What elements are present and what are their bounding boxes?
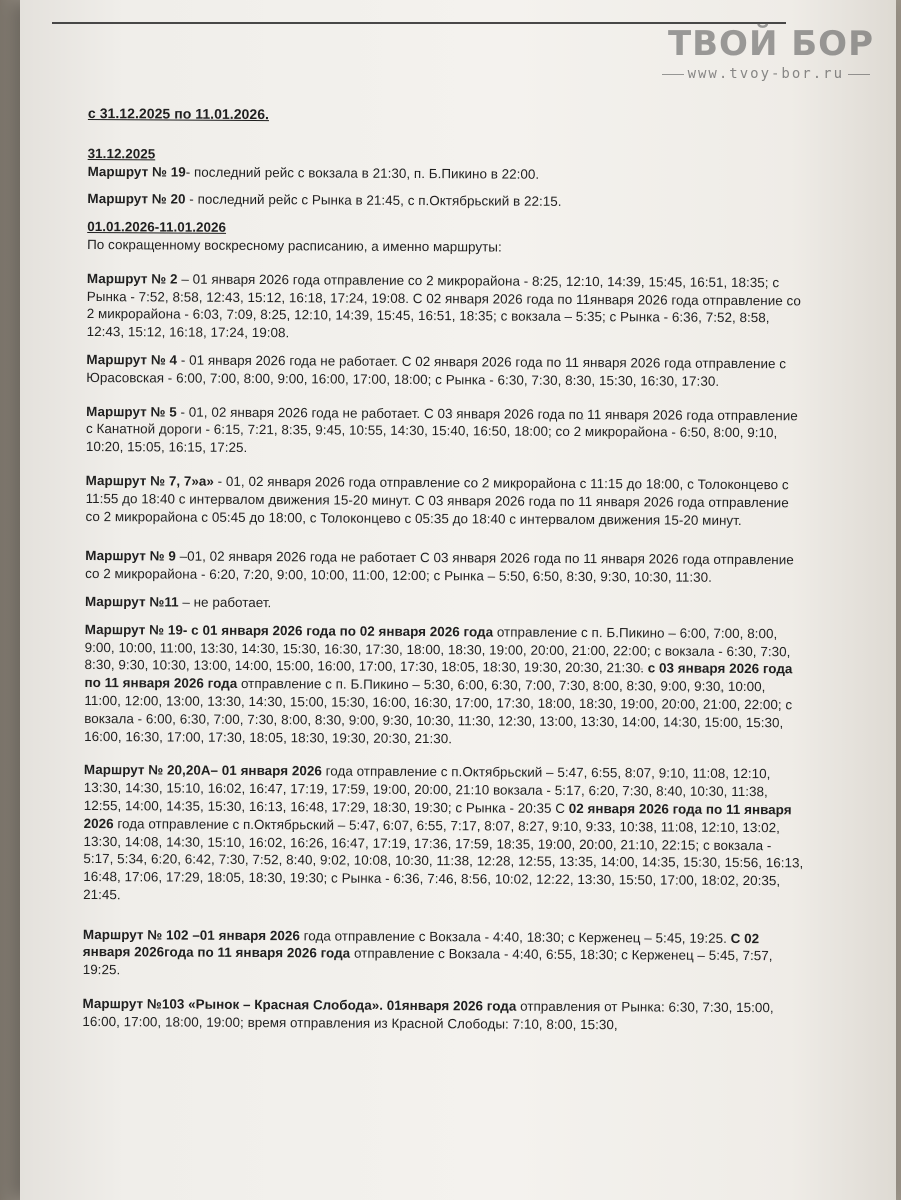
route-period: –01 января 2026 — [188, 927, 300, 943]
route-label: Маршрут № 19 — [87, 163, 186, 180]
route-text: - последний рейс с вокзала в 21:30, п. Б.Пикино в 22:00. — [185, 164, 540, 182]
document-heading: с 31.12.2025 по 11.01.2026. — [87, 105, 270, 123]
route-text: отправление с Вокзала - 4:40, 6:55, 18:30; с Керженец – 5:45, 7:57, 19:25. — [82, 946, 773, 978]
route-9-schedule — [85, 547, 805, 587]
route-period: 01января 2026 года — [382, 997, 517, 1014]
section-intro: По сокращенному воскресному расписанию, а именно маршруты: — [87, 236, 502, 255]
route-period: – 01 января 2026 — [210, 763, 322, 779]
watermark-title: ТВОЙ БОР — [667, 24, 874, 64]
route-label: Маршрут №11 — [84, 593, 179, 610]
route-label: Маршрут № 20 — [87, 191, 186, 207]
route-text: - 01, 02 января 2026 года отправление со 2 микрорайона с 11:15 до 18:00, с Толоконцево с 11:55 до 18:40 с интервалом движения 15-20 минут. С 03 января 2026 года по 11 января 2026 года отправление со 2 микрорайона с 05:45 до 18:00, с Толоконцево с 05:35 до 18:40 с интервалом движения 15-20 минут. — [85, 473, 789, 528]
route-5-schedule — [86, 403, 806, 461]
route-label: Маршрут № 7, 7»а» — [85, 472, 214, 489]
document-text — [82, 105, 808, 1035]
route-period: С 02 января 2026года по 11 января 2026 года — [82, 930, 760, 962]
route-label: Маршрут № 102 — [82, 926, 189, 943]
route-text: года отправление с Вокзала - 4:40, 18:30; с Керженец – 5:45, 19:25. — [299, 927, 727, 946]
route-text: отправления от Рынка: 6:30, 7:30, 15:00, 16:00, 17:00, 18:00, 19:00; время отправления из Красной Слободы: 7:10, 8:00, 15:30, — [82, 998, 774, 1033]
watermark — [658, 24, 874, 82]
route-2-schedule — [87, 270, 807, 346]
route-text: –01, 02 января 2026 года не работает С 03 января 2026 года по 11 января 2026 года отправление со 2 микрорайона - 6:20, 7:20, 9:00, 10:00, 11:00, 12:00; с Рынка – 5:50, 6:50, 8:30, 9:30, 10:30, 11:30. — [85, 548, 794, 585]
route-4-schedule — [86, 351, 806, 391]
route-text: - 01 января 2026 года не работает. С 02 января 2026 года по 11 января 2026 года отправление с Юрасовская - 6:00, 7:00, 8:00, 9:00, 16:00, 17:00, 18:00; с Рынка - 6:30, 7:30, 8:30, 15:30, 16:30, 17:30. — [86, 352, 787, 389]
print-speck — [450, 412, 453, 414]
print-speck — [640, 668, 643, 670]
route-text: - 01, 02 января 2026 года не работает. С 03 января 2026 года по 11 января 2026 года отправление с Канатной дороги - 6:15, 7:21, 8:35, 9:45, 10:55, 14:30, 15:40, 16:50, 18:00; со 2 микрорайона - 6:50, 8:00, 9:10, 10:20, 15:05, 16:15, 17:25. — [85, 404, 798, 456]
route-period: - с 01 января 2026 года по 02 января 2026 года — [182, 622, 494, 640]
route-label: Маршрут № 20,20А — [83, 762, 211, 779]
print-speck — [720, 690, 724, 692]
route-period: 02 января 2026 года по 11 января 2026 — [83, 800, 792, 831]
route-text: года отправление с п.Октябрьский – 5:47, 6:07, 6:55, 7:17, 8:07, 8:27, 9:10, 9:33, 10:38, 11:08, 12:10, 13:02, 13:30, 14:08, 14:30, 15:10, 16:02, 16:26, 16:47, 17:19, 17:36, 17:59, 18:35, 19:00, 20:00, 21:10, 22:15; с вокзала - 5:17, 5:34, 6:20, 6:42, 7:30, 7:52, 8:40, 9:02, 10:08, 10:30, 11:38, 12:28, 12:55, 13:35, 14:00, 14:35, 15:30, 15:56, 16:13, 16:48, 17:06, 17:29, 18:05, 18:30, 19:30; с Рынка - 6:36, 7:46, 8:56, 10:02, 12:22, 13:30, 15:50, 17:00, 18:02, 20:35, 21:45. — [83, 815, 804, 903]
route-text: года отправление с п.Октябрьский – 5:47, 6:55, 8:07, 9:10, 11:08, 12:10, 13:30, 14:30, 15:10, 16:02, 16:47, 17:19, 17:59, 19:00, 20:00, 21:10 вокзала - 5:17, 6:20, 7:30, 8:40, 10:30, 11:38, 12:55, 14:00, 14:35, 15:30, 16:13, 16:48, 17:29, 18:30, 19:30; с Рынка - 20:35 С — [83, 763, 771, 816]
route-20-schedule — [83, 761, 804, 908]
route-label: Маршрут № 19 — [84, 621, 183, 638]
route-7-schedule — [85, 472, 805, 530]
route-label: Маршрут №103 «Рынок – Красная Слобода». — [82, 996, 384, 1013]
route-text: – 01 января 2026 года отправление со 2 микрорайона - 8:25, 12:10, 14:39, 15:45, 16:51, 18:35; с Рынка - 7:52, 8:58, 12:43, 15:12, 16:18, 17:24, 19:08. С 02 января 2026 года по 11января 2026 года отправление со 2 микрорайона - 6:03, 7:09, 8:25, 12:10, 14:39, 15:45, 16:51, 18:35; с вокзала – 5:35; с Рынка - 6:36, 7:52, 8:58, 12:43, 15:12, 16:18, 17:24, 19:08. — [86, 271, 802, 341]
route-period: с 03 января 2026 года по 11 января 2026 года — [84, 660, 793, 692]
section-date-31-12: 31.12.2025 — [87, 145, 156, 162]
route-text: отправление с п. Б.Пикино – 6:00, 7:00, 8:00, 9:00, 10:00, 11:00, 13:30, 14:30, 15:30, 16:30, 17:30, 18:00, 18:30, 19:00, 20:00, 21:00, 22:00; с вокзала - 6:30, 7:30, 8:30, 9:30, 10:30, 13:00, 14:00, 15:00, 16:00, 17:00, 17:30, 18:05, 18:30, 19:30, 20:30, 21:30. — [84, 624, 791, 676]
paper-sheet — [20, 0, 896, 1200]
route-label: Маршрут № 9 — [85, 548, 176, 564]
route-label: Маршрут № 5 — [86, 403, 177, 420]
print-speck — [580, 418, 584, 420]
route-text: – не работает. — [178, 594, 272, 611]
route-text: - последний рейс с Рынка в 21:45, с п.Октябрьский в 22:15. — [185, 191, 562, 210]
print-speck — [540, 1012, 543, 1014]
route-103-schedule — [82, 995, 802, 1035]
route-102-schedule — [83, 926, 803, 984]
route-label: Маршрут № 2 — [86, 270, 178, 287]
route-19-schedule — [84, 621, 805, 750]
watermark-url: www.tvoy-bor.ru — [658, 66, 874, 82]
route-text: отправление с п. Б.Пикино – 5:30, 6:00, 6:30, 7:00, 7:30, 8:00, 8:30, 9:00, 9:30, 10:00, 11:00, 12:00, 13:00, 13:30, 14:30, 15:00, 15:30, 16:00, 16:30, 17:00, 17:30, 18:00, 18:30, 19:00, 20:00, 21:00, 22:00; с вокзала - 6:00, 6:30, 7:00, 7:30, 8:00, 8:30, 9:00, 9:30, 10:30, 11:30, 12:30, 13:00, 13:30, 14:00, 14:30, 15:00, 15:30, 16:00, 16:30, 17:00, 17:30, 18:05, 18:30, 19:30, 20:30, 21:30. — [84, 676, 793, 746]
section-date-range: 01.01.2026-11.01.2026 — [87, 219, 227, 236]
route-label: Маршрут № 4 — [86, 351, 178, 368]
